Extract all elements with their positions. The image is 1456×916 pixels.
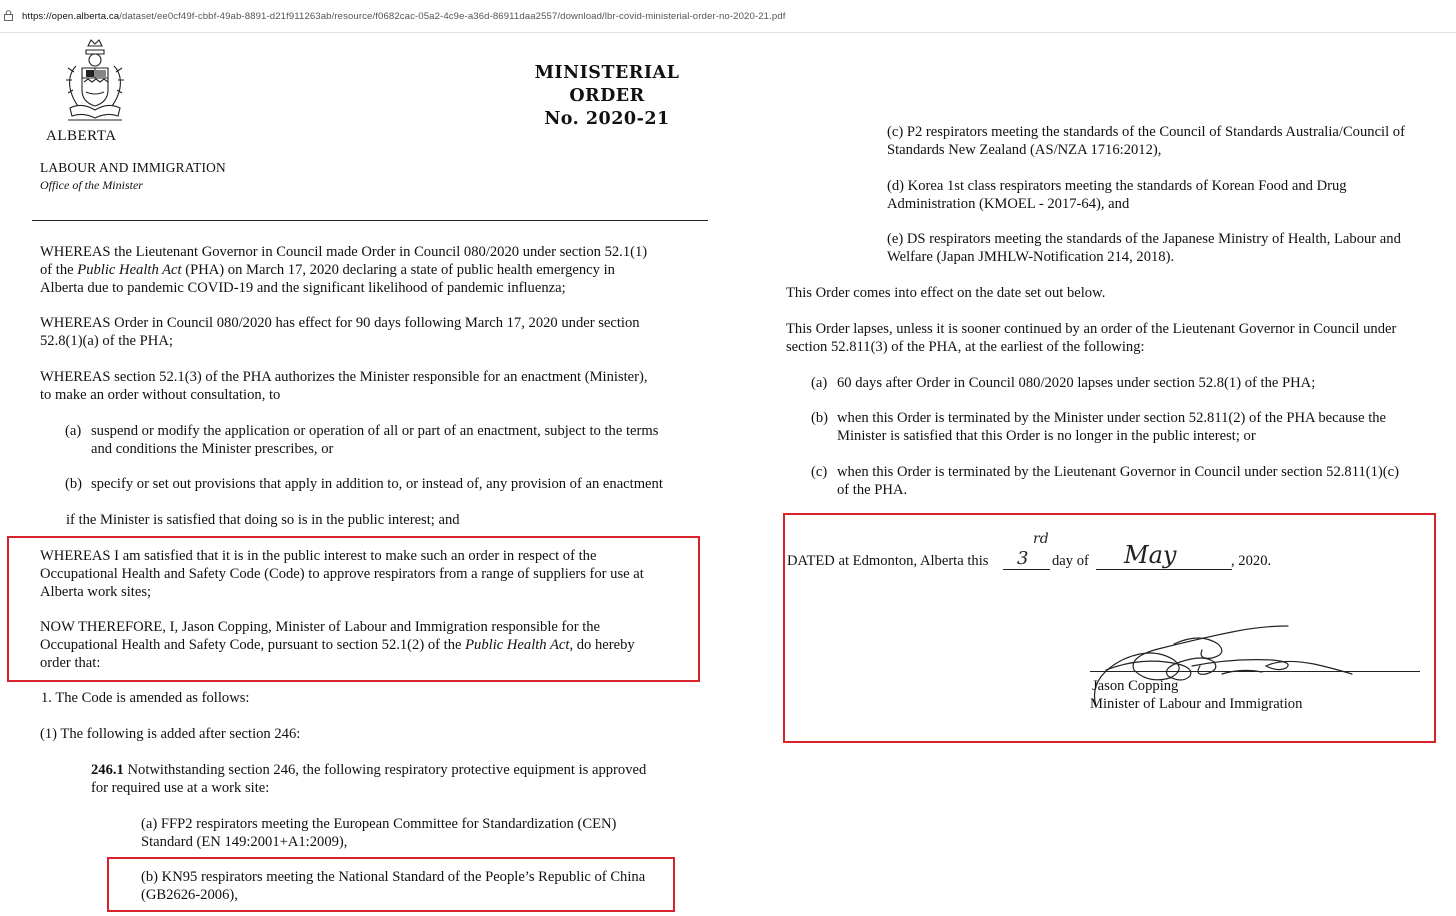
lapse-b-label: (b)	[811, 410, 829, 426]
lapse-b-line-1: when this Order is terminated by the Minister under section 52.811(2) of the PHA because the	[837, 410, 1387, 426]
clause-b-line-1: specify or set out provisions that apply in addition to, or instead of, any provision of an enactment	[91, 476, 663, 492]
section-246-1-line-2: for required use at a work site:	[91, 780, 270, 796]
respirator-d-line-2: Administration (KMOEL - 2017-64), and	[887, 196, 1130, 212]
page-info-icon[interactable]	[4, 10, 13, 21]
whereas-3-line-1: WHEREAS section 52.1(3) of the PHA authorizes the Minister responsible for an enactment (Minister),	[40, 369, 648, 385]
clause-a-line-1: suspend or modify the application or operation of all or part of an enactment, subject to the terms	[91, 423, 659, 439]
handwritten-day-suffix: rd	[1033, 531, 1049, 547]
lapse-b-line-2: Minister is satisfied that this Order is no longer in the public interest; or	[837, 428, 1256, 444]
respirator-e-line-1: (e) DS respirators meeting the standards of the Japanese Ministry of Health, Labour and	[887, 231, 1401, 247]
dated-prefix: DATED at Edmonton, Alberta this	[787, 553, 989, 569]
order-title-line2: ORDER	[569, 86, 645, 106]
ffp2-line-1: (a) FFP2 respirators meeting the European Committee for Standardization (CEN)	[141, 816, 617, 832]
whereas-3-line-2: to make an order without consultation, to	[40, 387, 281, 403]
clause-b-label: (b)	[65, 476, 83, 492]
order-title-line1: MINISTERIAL	[534, 63, 680, 83]
month-blank-line	[1096, 569, 1232, 570]
lapse-a-line-1: 60 days after Order in Council 080/2020 lapses under section 52.8(1) of the PHA;	[837, 375, 1316, 391]
lapse-c-line-2: of the PHA.	[837, 482, 908, 498]
effect-sentence: This Order comes into effect on the date set out below.	[786, 285, 1106, 301]
alberta-coat-of-arms-icon	[64, 36, 126, 128]
whereas-2-line-2: 52.8(1)(a) of the PHA;	[40, 333, 173, 349]
now-therefore-line-1: NOW THEREFORE, I, Jason Copping, Minister of Labour and Immigration responsible for the	[40, 619, 601, 635]
office-name: Office of the Minister	[40, 178, 143, 192]
ffp2-line-2: Standard (EN 149:2001+A1:2009),	[141, 834, 348, 850]
kn95-line-1: (b) KN95 respirators meeting the National Standard of the People’s Republic of China	[141, 869, 646, 885]
order-title-line3: No. 2020-21	[544, 109, 670, 129]
address-bar[interactable]	[0, 0, 1456, 33]
lapse-a-label: (a)	[811, 375, 828, 391]
if-minister-line: if the Minister is satisfied that doing so is in the public interest; and	[66, 512, 460, 528]
whereas-1-line-1: WHEREAS the Lieutenant Governor in Council made Order in Council 080/2020 under section 52.1(1)	[40, 244, 648, 260]
item-1: 1. The Code is amended as follows:	[41, 690, 250, 706]
clause-a-label: (a)	[65, 423, 82, 439]
now-therefore-line-2: Occupational Health and Safety Code, pursuant to section 52.1(2) of the Public Health Act, do hereby	[40, 637, 635, 653]
province-name: ALBERTA	[46, 128, 117, 144]
item-1-1: (1) The following is added after section 246:	[40, 726, 301, 742]
department-name: LABOUR AND IMMIGRATION	[40, 160, 226, 175]
kn95-line-2: (GB2626-2006),	[141, 887, 238, 903]
whereas-1-line-3: Alberta due to pandemic COVID-19 and the significant likelihood of pandemic influenza;	[40, 280, 566, 296]
signer-title: Minister of Labour and Immigration	[1090, 696, 1303, 712]
lapse-c-line-1: when this Order is terminated by the Lieutenant Governor in Council under section 52.811(1)(c)	[837, 464, 1399, 480]
section-246-1-line-1: 246.1 Notwithstanding section 246, the following respiratory protective equipment is approved	[91, 762, 647, 778]
lapse-line-2: section 52.811(3) of the PHA, at the earliest of the following:	[786, 339, 1145, 355]
respirator-d-line-1: (d) Korea 1st class respirators meeting the standards of Korean Food and Drug	[887, 178, 1347, 194]
respirator-e-line-2: Welfare (Japan JMHLW-Notification 214, 2018).	[887, 249, 1175, 265]
respirator-c-line-1: (c) P2 respirators meeting the standards of the Council of Standards Australia/Council of	[887, 124, 1405, 140]
order-title	[500, 62, 714, 131]
day-blank-line	[1003, 569, 1050, 570]
signer-name: Jason Copping	[1092, 678, 1179, 694]
respirator-c-line-2: Standards New Zealand (AS/NZA 1716:2012),	[887, 142, 1162, 158]
whereas-4-line-3: Alberta work sites;	[40, 584, 152, 600]
url-host: https://open.alberta.ca	[22, 11, 120, 22]
whereas-4-line-2: Occupational Health and Safety Code (Code) to approve respirators from a range of suppliers for use at	[40, 566, 644, 582]
lapse-c-label: (c)	[811, 464, 828, 480]
whereas-2-line-1: WHEREAS Order in Council 080/2020 has effect for 90 days following March 17, 2020 under section	[40, 315, 640, 331]
whereas-1-line-2: of the Public Health Act (PHA) on March 17, 2020 declaring a state of public health emergency in	[40, 262, 615, 278]
dated-day-of: day of	[1052, 553, 1089, 569]
lapse-line-1: This Order lapses, unless it is sooner continued by an order of the Lieutenant Governor in Council under	[786, 321, 1397, 337]
whereas-4-line-1: WHEREAS I am satisfied that it is in the public interest to make such an order in respect of the	[40, 548, 597, 564]
handwritten-day: 3	[1017, 548, 1029, 569]
clause-a-line-2: and conditions the Minister prescribes, or	[91, 441, 334, 457]
now-therefore-line-3: order that:	[40, 655, 101, 671]
dated-year: , 2020.	[1231, 553, 1272, 569]
url-text[interactable]	[22, 11, 785, 22]
header-divider	[32, 220, 708, 221]
handwritten-month: May	[1124, 541, 1177, 569]
url-path: /dataset/ee0cf49f-cbbf-49ab-8891-d21f911263ab/resource/f0682cac-05a2-4c9e-a36d-86911daa2557/download/lbr-covid-ministerial-order-no-2020-21.pdf	[119, 11, 786, 22]
